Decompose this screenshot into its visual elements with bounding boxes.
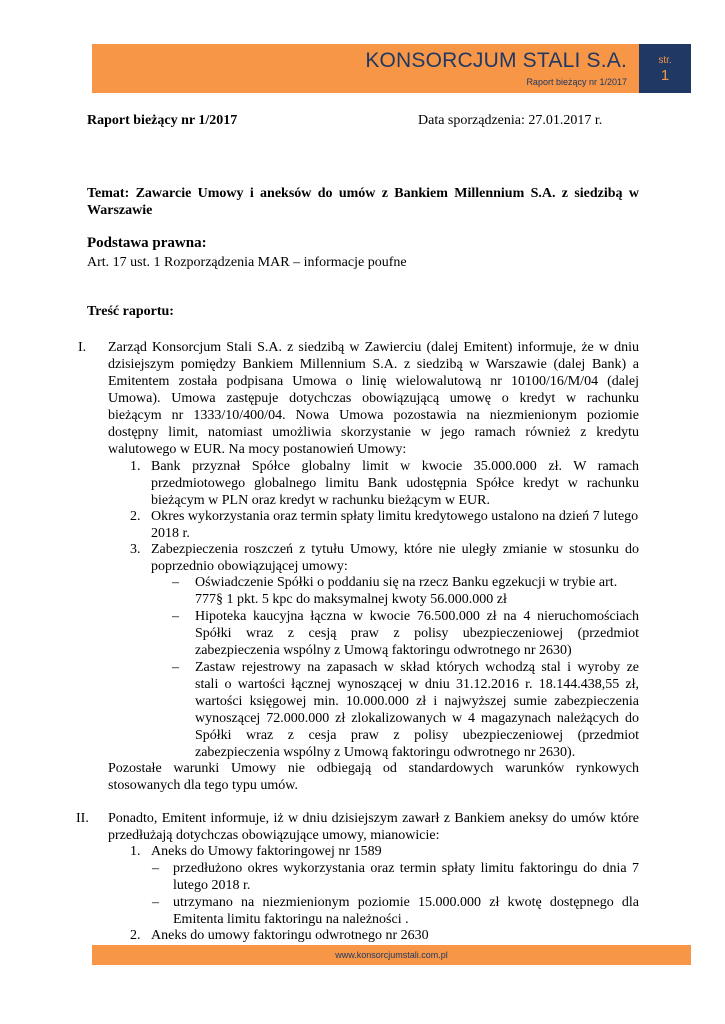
section-2-item-2: Aneks do umowy faktoringu odwrotnego nr 2630 [151,928,429,943]
subject-line-1: Zawarcie Umowy i aneksów do umów z Bankiem Millennium S.A. z siedzibą w [135,186,639,201]
legal-basis-label: Podstawa prawna: [87,235,207,251]
paragraph-line: dostępny limit, natomiast umożliwia skorzystanie w jego ramach również z kredytu [108,425,639,440]
item-line: poprzednio obowiązującej umowy: [151,559,348,574]
item-number: 3. [130,542,141,557]
dash-bullet: – [172,575,179,590]
security-item-3 [195,659,639,761]
item-line: Spółki wraz z cesja praw z polisy ubezpieczeniowej (przedmiot [195,728,639,743]
section-2-numeral: II. [76,811,89,826]
dash-bullet: – [152,895,159,910]
paragraph-line: bieżącym nr 1333/10/400/04. Nowa Umowa pozostawia na niezmienionym poziomie [108,408,639,423]
item-line: Bank przyznał Spółce globalny limit w kwocie 35.000.000 zł. W ramach [151,459,639,474]
company-name: KONSORCJUM STALI S.A. [365,49,627,72]
item-line: Okres wykorzystania oraz termin spłaty limitu kredytowego ustalono na dzień 7 lutego [151,509,639,524]
item-line: stali o wartości łącznej wynoszącej w dniu 31.12.2016 r. 18.144.438,55 zł, [195,677,639,692]
annex-1-point-1 [173,860,639,894]
paragraph-line: stosowanych dla tego typu umów. [108,778,299,793]
dash-bullet: – [172,609,179,624]
item-line: Emitenta limitu faktoringu na należności . [173,912,409,927]
page-label: str. [658,55,672,66]
header-bar [92,44,639,93]
page-indicator [639,44,691,93]
item-line: przedmiotowego globalnego limitu Bank udostępnia Spółce kredyt w rachunku [151,476,639,491]
section-1-paragraph [108,339,639,458]
security-item-2 [195,608,639,659]
security-item-1 [195,574,639,608]
section-1-item-3 [151,541,639,575]
section-1-numeral: I. [78,340,87,355]
item-line: lutego 2018 r. [173,878,251,893]
item-number: 1. [130,459,141,474]
page-number: 1 [660,67,670,84]
legal-basis: Art. 17 ust. 1 Rozporządzenia MAR – informacje poufne [87,255,407,270]
footer-bar [92,945,691,965]
section-1-closing [108,760,639,794]
item-line: Spółki wraz z cesją praw z polisy ubezpieczeniowej (przedmiot [195,626,639,641]
paragraph-line: Zarząd Konsorcjum Stali S.A. z siedzibą w Zawierciu (dalej Emitent) informuje, że w dniu [108,340,639,355]
item-line: zabezpieczenia wspólny z Umową faktoringu odwrotnego nr 2630). [195,745,576,760]
item-line: wartości księgowej min. 10.000.000 zł i najwyższej sumie zabezpieczenia [195,694,639,709]
item-line: zabezpieczenia wspólny z Umową faktoringu odwrotnego nr 2630) [195,643,572,658]
report-date: Data sporządzenia: 27.01.2017 r. [418,113,603,128]
subject-label: Temat: [87,186,130,201]
item-line: 777§ 1 pkt. 5 kpc do maksymalnej kwoty 56.000.000 zł [195,592,507,607]
item-line: utrzymano na niezmienionym poziomie 15.000.000 zł kwotę dostępnego dla [173,895,639,910]
dash-bullet: – [172,660,179,675]
paragraph-line: przedłużają dotychczas obowiązujące umowy, mianowicie: [108,828,440,843]
subject-line-2: Warszawie [87,203,153,218]
report-subtitle: Raport bieżący nr 1/2017 [526,77,627,87]
item-line: Zabezpieczenia roszczeń z tytułu Umowy, które nie uległy zmianie w stosunku do [151,542,639,557]
paragraph-line: Umowa). Umowa zastępuje dotychczas obowiązującą umowę o kredyt w rachunku [108,391,639,406]
paragraph-line: dzisiejszym pomiędzy Bankiem Millennium S.A. z siedzibą w Warszawie (dalej Bank) a [108,357,639,372]
content-label: Treść raportu: [87,304,174,319]
item-number: 1. [130,844,141,859]
item-line: Zastaw rejestrowy na zapasach w skład których wchodzą stal i wyroby ze [195,660,639,675]
paragraph-line: Emitentem została podpisana Umowa o linię wielowalutową nr 10100/16/M/04 (dalej [108,374,639,389]
item-number: 2. [130,509,141,524]
dash-bullet: – [152,861,159,876]
item-line: bieżącym w PLN oraz kredyt w rachunku bieżącym w EUR. [151,493,490,508]
item-line: 2018 r. [151,526,190,541]
item-number: 2. [130,928,141,943]
item-line: Oświadczenie Spółki o poddaniu się na rzecz Banku egzekucji w trybie art. [195,575,618,590]
paragraph-line: Ponadto, Emitent informuje, iż w dniu dzisiejszym zawarł z Bankiem aneksy do umów które [108,811,639,826]
item-line: Hipoteka kaucyjna łączna w kwocie 76.500.000 zł na 4 nieruchomościach [195,609,639,624]
footer-url[interactable]: www.konsorcjumstali.com.pl [335,950,448,960]
section-1-item-2 [151,508,639,542]
paragraph-line: Pozostałe warunki Umowy nie odbiegają od standardowych warunków rynkowych [108,761,639,776]
section-2-paragraph [108,810,639,844]
section-2-item-1: Aneks do Umowy faktoringowej nr 1589 [151,844,382,859]
section-1-item-1 [151,458,639,509]
item-line: wynoszącej 72.000.000 zł zlokalizowanych w 4 magazynach należących do [195,711,639,726]
item-line: przedłużono okres wykorzystania oraz termin spłaty limitu faktoringu do dnia 7 [173,861,639,876]
annex-1-point-2 [173,894,639,928]
report-title: Raport bieżący nr 1/2017 [87,113,238,128]
report-subject [87,185,639,219]
paragraph-line: walutowego w EUR. Na mocy postanowień Umowy: [108,442,407,457]
